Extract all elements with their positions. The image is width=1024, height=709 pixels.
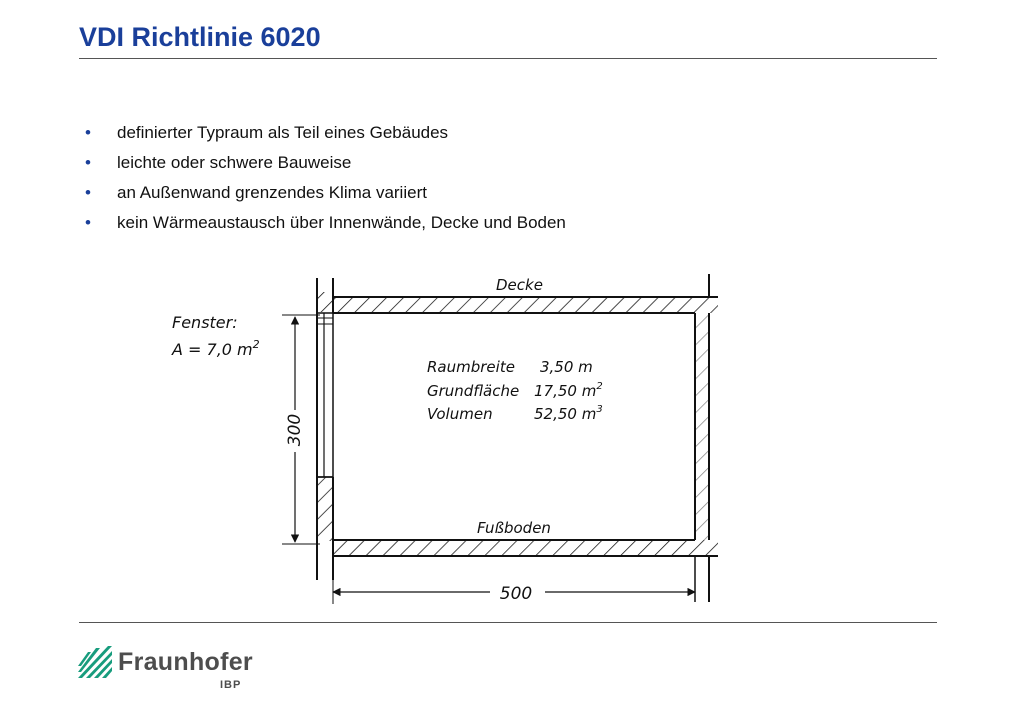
window-area-value: A = 7,0 m xyxy=(172,340,253,359)
page-title: VDI Richtlinie 6020 xyxy=(79,22,321,52)
window-area-exp: 2 xyxy=(252,338,260,351)
bullet-item xyxy=(79,208,566,238)
spec-value-text: 52,50 m xyxy=(534,405,597,423)
spec-value: 3,50 m xyxy=(540,358,593,376)
spec-value xyxy=(534,404,603,423)
floor-label: Fußboden xyxy=(477,519,551,537)
room-diagram xyxy=(150,262,730,612)
fraunhofer-logo xyxy=(78,644,253,694)
logo-institute: IBP xyxy=(220,679,242,691)
room-specs xyxy=(427,358,603,423)
bullet-text: leichte oder schwere Bauweise xyxy=(117,153,352,172)
bullet-icon: • xyxy=(85,153,91,172)
logo-wordmark: Fraunhofer xyxy=(118,648,253,676)
bullet-icon: • xyxy=(85,183,91,202)
bullet-item xyxy=(79,178,566,208)
ceiling-slab xyxy=(333,297,718,313)
spec-value-exp: 2 xyxy=(596,381,603,392)
exterior-wall xyxy=(317,278,333,580)
bullet-icon: • xyxy=(85,213,91,232)
floor-slab xyxy=(333,540,718,556)
height-label: 300 xyxy=(285,413,305,447)
spec-value-exp: 3 xyxy=(596,404,603,415)
bullet-icon: • xyxy=(85,123,91,142)
bullet-text: an Außenwand grenzendes Klima variiert xyxy=(117,183,427,202)
window-label: Fenster: xyxy=(172,313,238,332)
bullet-item xyxy=(79,118,566,148)
window-area xyxy=(171,338,260,359)
bullet-list xyxy=(79,118,566,238)
width-dimension xyxy=(333,556,695,604)
header-divider xyxy=(79,58,937,59)
window xyxy=(317,313,333,477)
height-dimension xyxy=(282,315,320,544)
fraunhofer-logo-icon xyxy=(78,646,114,678)
spec-value xyxy=(534,381,603,400)
width-label: 500 xyxy=(499,584,533,604)
bullet-text: kein Wärmeaustausch über Innenwände, Decke und Boden xyxy=(117,213,566,232)
spec-label: Raumbreite xyxy=(427,358,515,376)
ceiling-label: Decke xyxy=(496,276,543,294)
spec-label: Volumen xyxy=(427,405,493,423)
spec-value-text: 17,50 m xyxy=(534,382,597,400)
bullet-item xyxy=(79,148,566,178)
spec-label: Grundfläche xyxy=(427,382,520,400)
footer-divider xyxy=(79,622,937,623)
bullet-text: definierter Typraum als Teil eines Gebäudes xyxy=(117,123,449,142)
